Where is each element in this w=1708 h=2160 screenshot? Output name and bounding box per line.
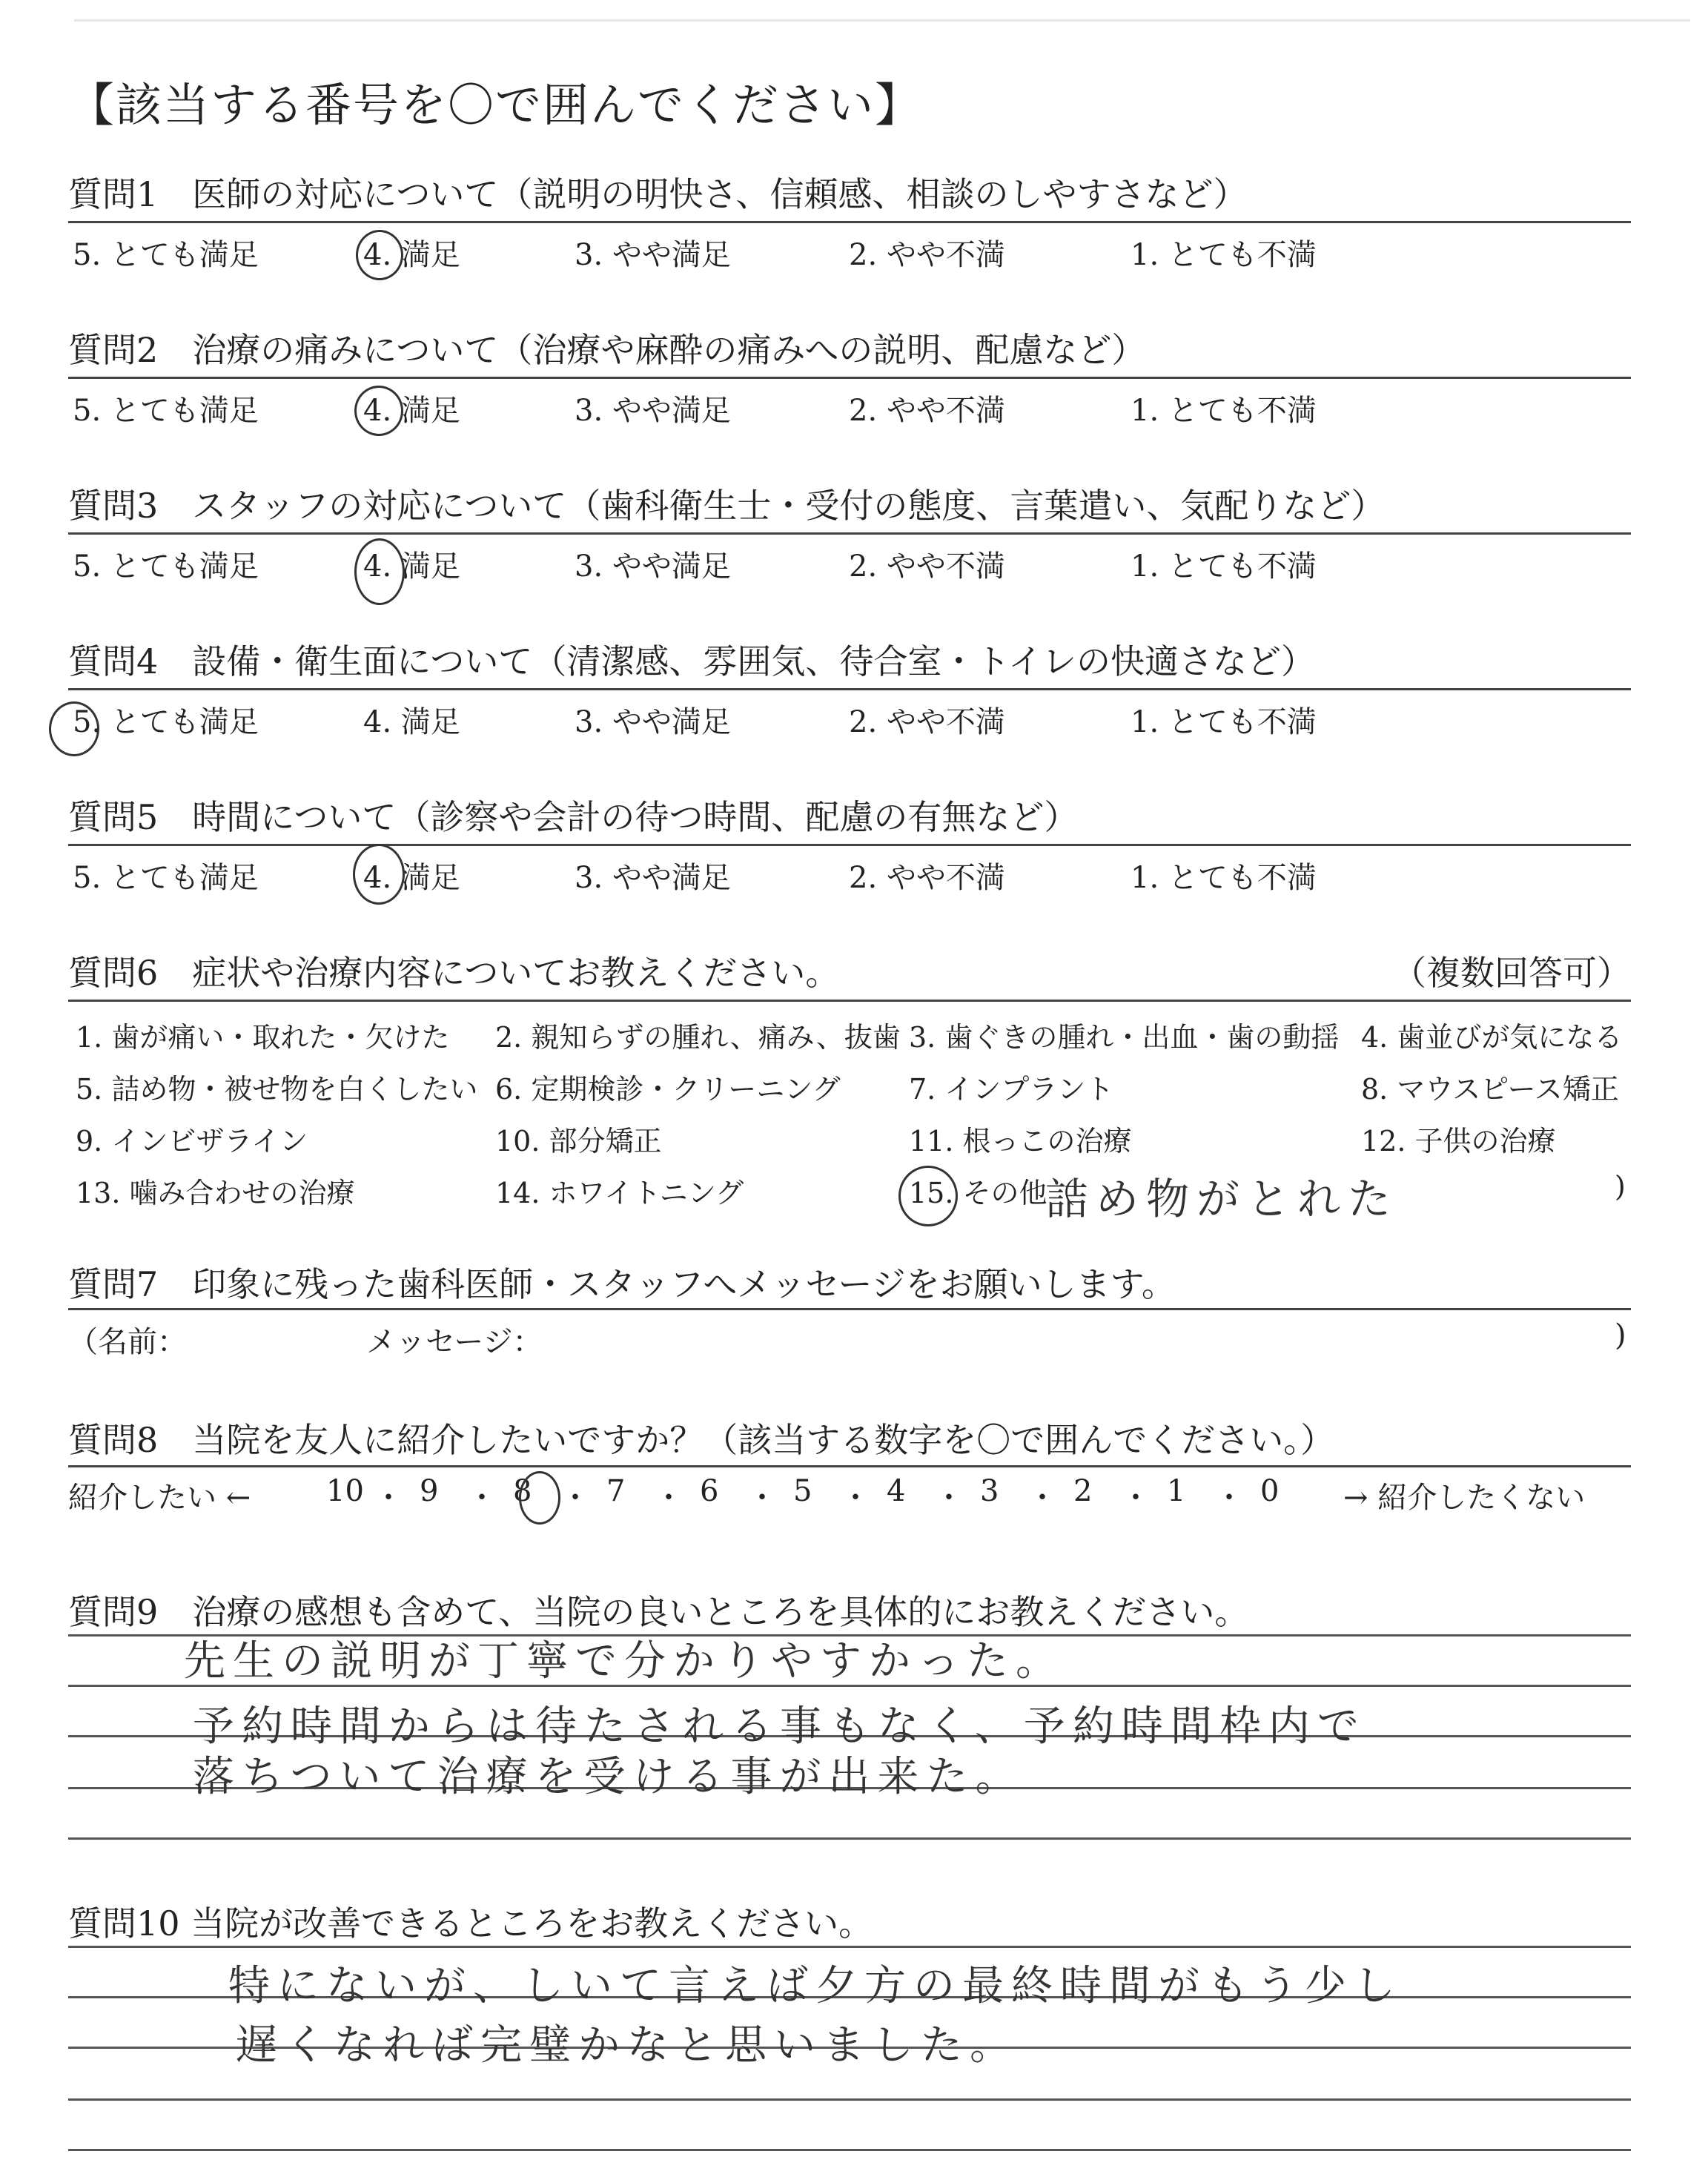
q6-item-7[interactable]: 7. インプラント [909,1073,1114,1106]
q7-close-paren: ) [1615,1318,1626,1353]
q2-option-5[interactable]: 5. とても満足 [73,394,259,428]
q8-scale-value[interactable]: 2 [1073,1474,1093,1508]
question-9-title: 質問9 治療の感想も含めて、当院の良いところを具体的にお教えください。 [68,1592,1249,1632]
q3-option-5[interactable]: 5. とても満足 [73,549,259,584]
q4-option-5[interactable]: 5. とても満足 [73,705,259,739]
q6-item-2[interactable]: 2. 親知らずの腫れ、痛み、抜歯 [495,1021,901,1054]
q1-option-3[interactable]: 3. やや満足 [575,238,731,272]
q2-option-3[interactable]: 3. やや満足 [575,394,731,428]
q8-scale-separator: ・ [1121,1481,1151,1515]
question-7-title: 質問7 印象に残った歯科医師・スタッフへメッセージをお願いします。 [68,1264,1176,1304]
question-4-rule [68,688,1631,690]
q10-writing-line-1 [68,1946,1631,1948]
q9-answer-line-2[interactable]: 予約時間からは待たされる事もなく、予約時間枠内で [193,1702,1366,1751]
question-6-note: （複数回答可） [1392,953,1631,993]
question-10-title: 質問10 当院が改善できるところをお教えください。 [68,1903,873,1943]
question-5-rule [68,844,1631,846]
q8-scale-value[interactable]: 10 [326,1474,364,1508]
q2-option-2[interactable]: 2. やや不満 [849,394,1005,428]
q3-option-2[interactable]: 2. やや不満 [849,549,1005,584]
page-title: 【該当する番号を〇で囲んでください】 [68,78,923,132]
question-2-title: 質問2 治療の痛みについて（治療や麻酔の痛みへの説明、配慮など） [68,330,1146,370]
q6-item-15[interactable]: 15. その他（ [909,1177,1076,1209]
q8-scale-separator: ・ [374,1481,403,1515]
q6-selected-circle [898,1166,958,1226]
q6-item-12[interactable]: 12. 子供の治療 [1361,1125,1556,1157]
q8-scale-value[interactable]: 5 [793,1474,812,1508]
q6-item-8[interactable]: 8. マウスピース矯正 [1361,1073,1619,1106]
q3-option-4[interactable]: 4. 満足 [363,549,460,584]
q5-selected-circle [353,844,405,905]
q6-other-handwritten[interactable]: 詰め物がとれた [1045,1174,1399,1224]
q5-option-5[interactable]: 5. とても満足 [73,861,259,895]
q4-option-2[interactable]: 2. やや不満 [849,705,1005,739]
q2-selected-circle [354,386,403,436]
q7-message-label: メッセージ： [366,1325,543,1359]
question-3-rule [68,532,1631,535]
q8-scale-separator: ・ [654,1481,683,1515]
q10-answer-line-1[interactable]: 特にないが、しいて言えば夕方の最終時間がもう少し [228,1962,1403,2010]
q6-item-1[interactable]: 1. 歯が痛い・取れた・欠けた [76,1021,450,1054]
q4-option-3[interactable]: 3. やや満足 [575,705,731,739]
q1-option-5[interactable]: 5. とても満足 [73,238,259,272]
q5-option-1[interactable]: 1. とても不満 [1131,861,1317,895]
q8-scale-value[interactable]: 3 [980,1474,999,1508]
q8-scale-value[interactable]: 9 [420,1474,439,1508]
q9-writing-line-5 [68,1837,1631,1840]
q6-item-11[interactable]: 11. 根っこの治療 [909,1125,1132,1157]
q6-item-10[interactable]: 10. 部分矯正 [495,1125,662,1157]
question-4-title: 質問4 設備・衛生面について（清潔感、雰囲気、待合室・トイレの快適さなど） [68,641,1316,681]
question-3-title: 質問3 スタッフの対応について（歯科衛生士・受付の態度、言葉遣い、気配りなど） [68,486,1386,526]
q8-scale-separator: ・ [1214,1481,1244,1515]
q2-option-1[interactable]: 1. とても不満 [1131,394,1317,428]
question-1-title: 質問1 医師の対応について（説明の明快さ、信頼感、相談のしやすさなど） [68,174,1248,214]
q10-writing-line-4 [68,2098,1631,2101]
q6-item-14[interactable]: 14. ホワイトニング [495,1177,744,1209]
q7-name-label: （名前： [68,1325,187,1359]
q5-option-2[interactable]: 2. やや不満 [849,861,1005,895]
q1-selected-circle [356,230,403,280]
top-border [74,19,1690,22]
q5-option-3[interactable]: 3. やや満足 [575,861,731,895]
q10-answer-line-2[interactable]: 遅くなれば完璧かなと思いました。 [236,2021,1019,2070]
q6-item-6[interactable]: 6. 定期検診・クリーニング [495,1073,841,1106]
q8-scale-value[interactable]: 0 [1260,1474,1280,1508]
q8-scale-separator: ・ [467,1481,497,1515]
q4-option-1[interactable]: 1. とても不満 [1131,705,1317,739]
q9-answer-line-1[interactable]: 先生の説明が丁寧で分かりやすかった。 [184,1637,1065,1685]
q8-scale-separator: ・ [841,1481,870,1515]
q6-item-9[interactable]: 9. インビザライン [76,1125,308,1157]
q5-option-4[interactable]: 4. 満足 [363,861,460,895]
q6-item-4[interactable]: 4. 歯並びが気になる [1361,1021,1623,1054]
q3-option-3[interactable]: 3. やや満足 [575,549,731,584]
q8-scale-separator: ・ [747,1481,777,1515]
question-5-title: 質問5 時間について（診察や会計の待つ時間、配慮の有無など） [68,797,1079,837]
q9-answer-line-3[interactable]: 落ちついて治療を受ける事が出来た。 [193,1753,1025,1801]
q4-selected-circle [49,701,99,756]
q8-selected-circle [519,1471,560,1525]
q8-scale-value[interactable]: 8 [513,1474,532,1508]
q8-scale-value[interactable]: 1 [1167,1474,1186,1508]
question-8-title: 質問8 当院を友人に紹介したいですか？（該当する数字を〇で囲んでください。） [68,1420,1335,1460]
question-1-rule [68,221,1631,223]
q8-scale-value[interactable]: 7 [606,1474,626,1508]
question-8-rule [68,1465,1631,1467]
q8-right-label: → 紹介したくない [1343,1481,1586,1515]
q1-option-4[interactable]: 4. 満足 [363,238,460,272]
question-6-title: 質問6 症状や治療内容についてお教えください。 [68,953,840,993]
q8-scale-value[interactable]: 4 [887,1474,906,1508]
q8-scale-separator: ・ [1027,1481,1057,1515]
q2-option-4[interactable]: 4. 満足 [363,394,460,428]
q6-item-5[interactable]: 5. 詰め物・被せ物を白くしたい [76,1073,478,1106]
q4-option-4[interactable]: 4. 満足 [363,705,460,739]
q8-scale-separator: ・ [560,1481,590,1515]
q8-scale-separator: ・ [934,1481,964,1515]
q3-selected-circle [354,538,405,605]
q8-left-label: 紹介したい ← [68,1481,251,1515]
q6-item-3[interactable]: 3. 歯ぐきの腫れ・出血・歯の動揺 [909,1021,1340,1054]
question-7-rule [68,1308,1631,1310]
q6-item-13[interactable]: 13. 噛み合わせの治療 [76,1177,355,1209]
question-6-rule [68,1000,1631,1002]
q1-option-2[interactable]: 2. やや不満 [849,238,1005,272]
q1-option-1[interactable]: 1. とても不満 [1131,238,1317,272]
q8-scale-value[interactable]: 6 [700,1474,719,1508]
q10-writing-line-5 [68,2149,1631,2151]
question-2-rule [68,377,1631,379]
q6-item-15-close: ) [1615,1170,1626,1203]
q3-option-1[interactable]: 1. とても不満 [1131,549,1317,584]
